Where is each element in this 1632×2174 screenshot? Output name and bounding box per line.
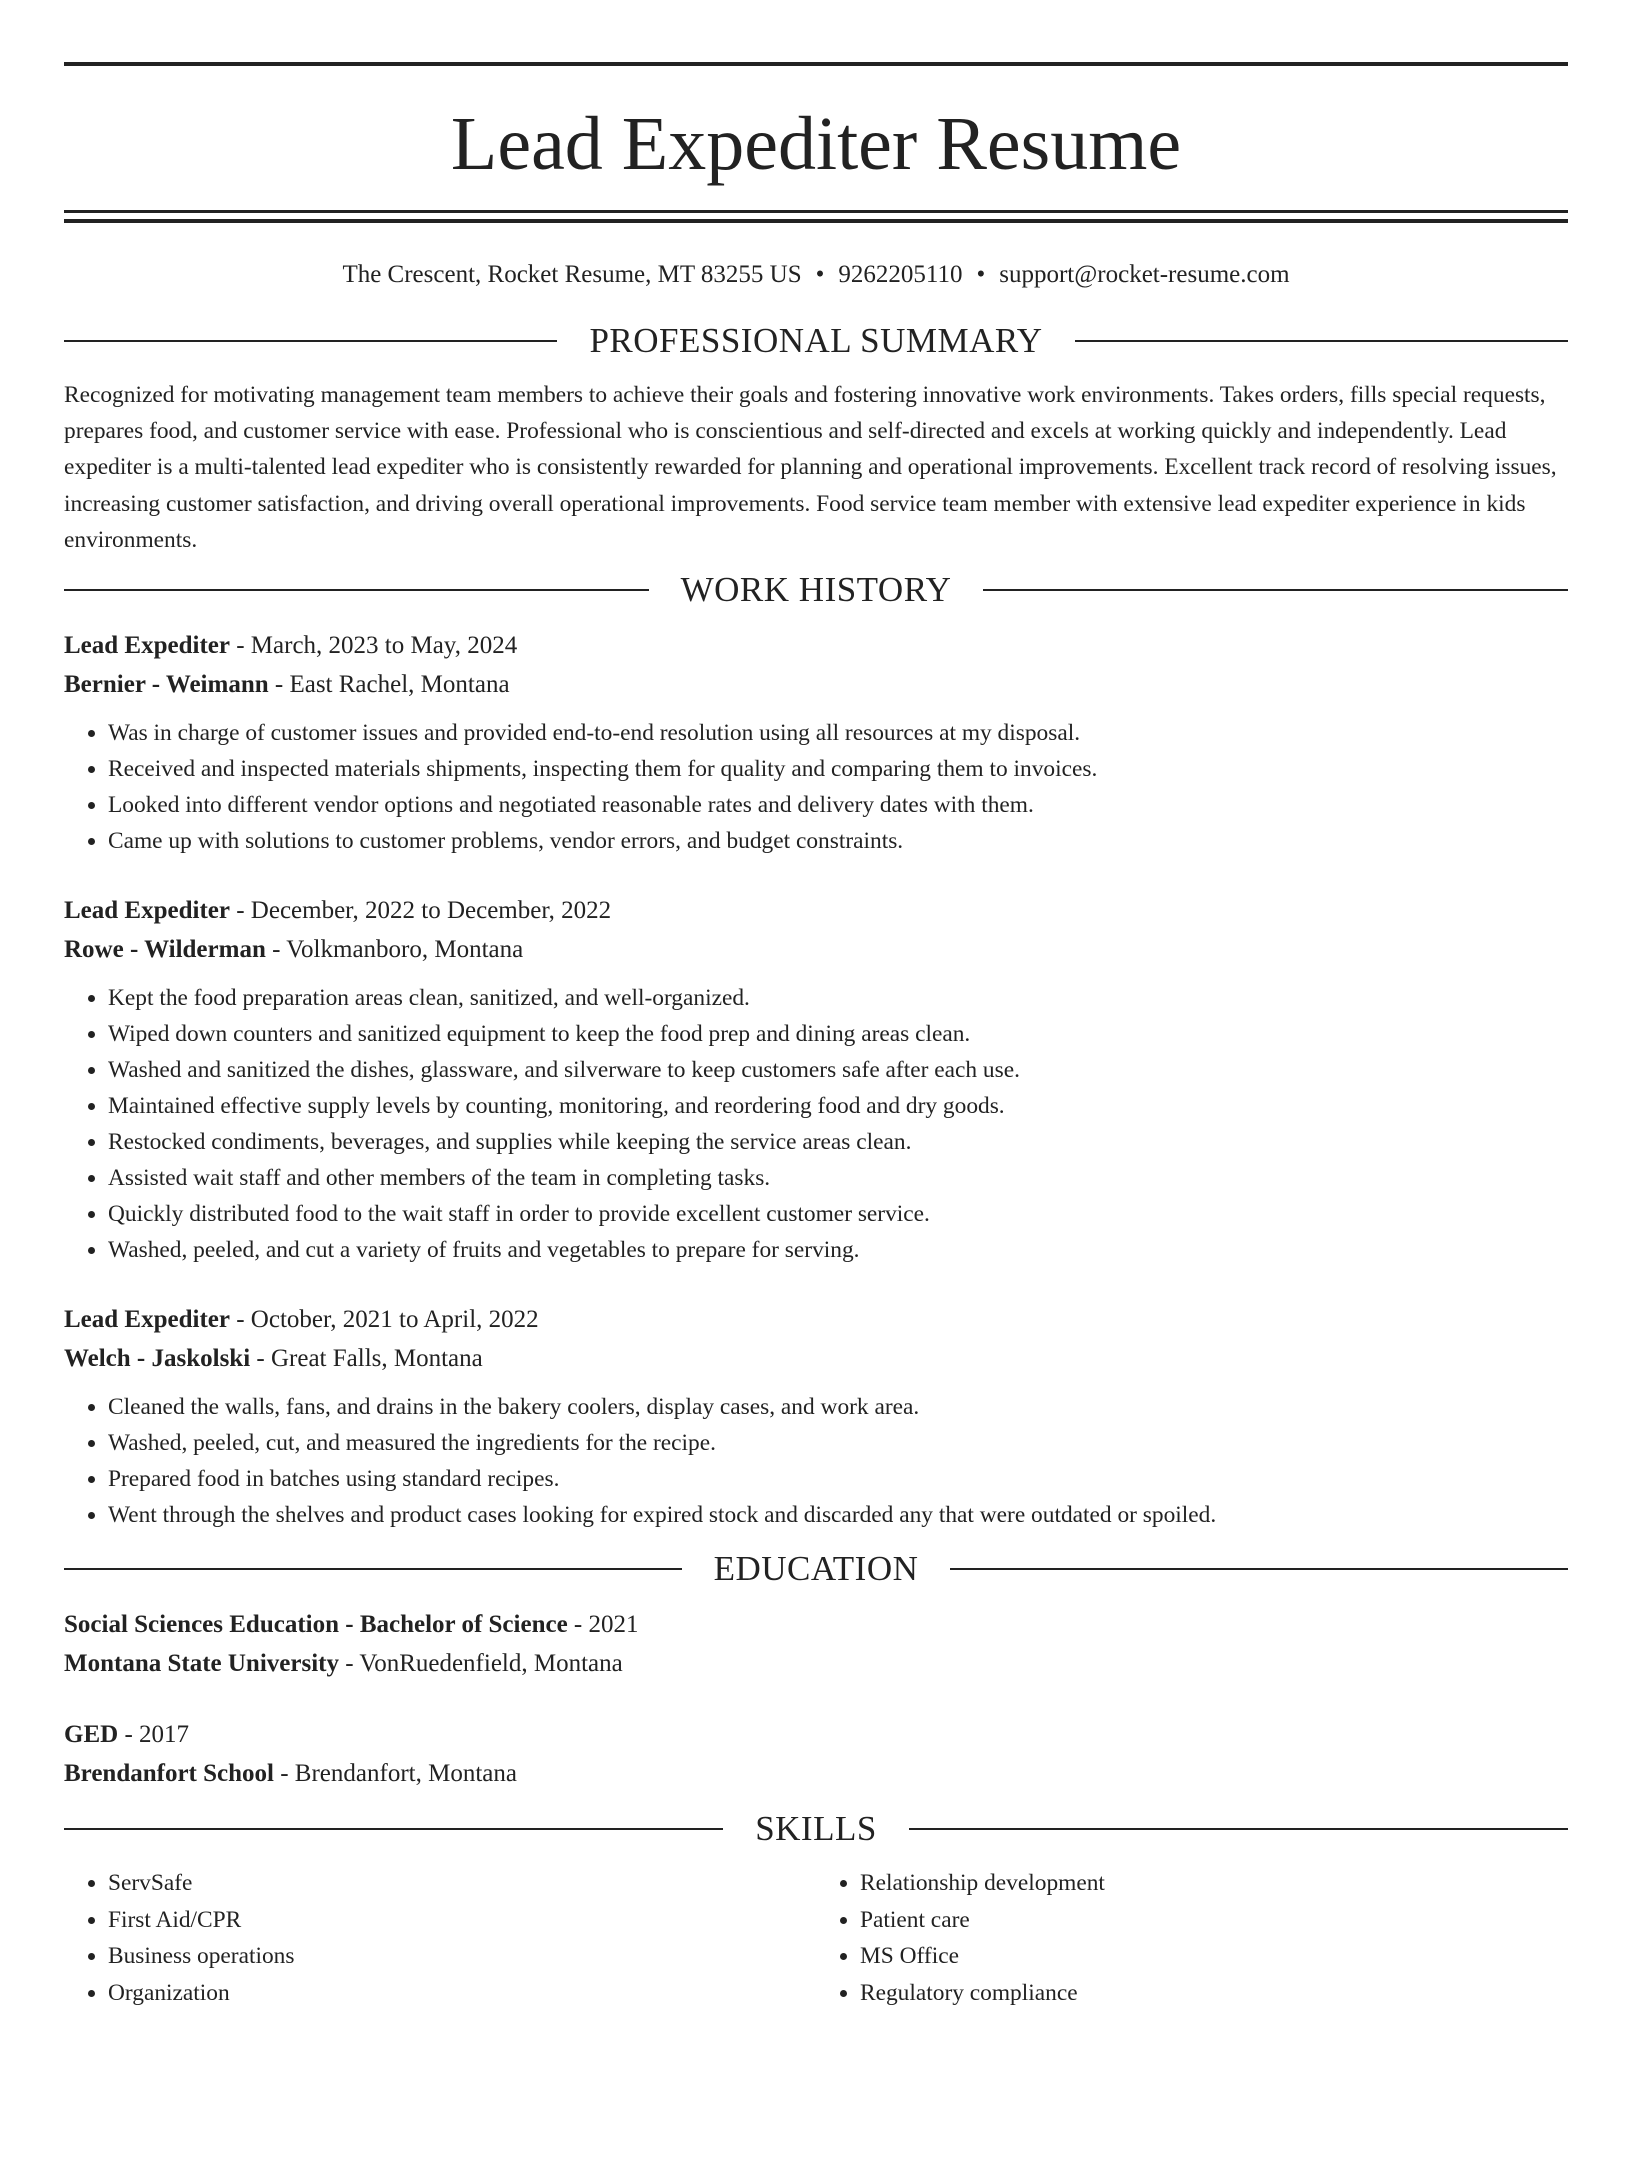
skill-item: • Organization <box>108 1975 816 2012</box>
job-dates: - October, 2021 to April, 2022 <box>229 1306 539 1334</box>
skill-item: • Business operations <box>108 1938 816 1975</box>
list-item: • Prepared food in batches using standard recipes. <box>108 1461 1568 1497</box>
list-item: • Washed, peeled, cut, and measured the ingredients for the recipe. <box>108 1425 1568 1461</box>
school-line <box>64 1754 1568 1793</box>
graduation-year: - 2021 <box>567 1611 639 1639</box>
job-title-line <box>64 626 1568 665</box>
school: Brendanfort School <box>64 1760 274 1788</box>
list-item: • Quickly distributed food to the wait staff in order to provide excellent customer service. <box>108 1196 1568 1232</box>
separator: • <box>815 261 825 288</box>
section-title: SKILLS <box>755 1809 877 1849</box>
job-entry <box>64 626 1568 859</box>
job-location: - Volkmanboro, Montana <box>265 936 524 964</box>
list-item: • Kept the food preparation areas clean, sanitized, and well-organized. <box>108 980 1568 1016</box>
job-bullets <box>64 1389 1568 1533</box>
contact-line <box>64 259 1568 291</box>
divider <box>983 589 1568 591</box>
list-item: • Received and inspected materials shipments, inspecting them for quality and comparing them to invoices. <box>108 751 1568 787</box>
degree-line <box>64 1605 1568 1644</box>
separator: • <box>976 261 986 288</box>
education-entry <box>64 1715 1568 1793</box>
section-heading-education <box>64 1547 1568 1591</box>
degree-line <box>64 1715 1568 1754</box>
list-item: • Restocked condiments, beverages, and supplies while keeping the service areas clean. <box>108 1124 1568 1160</box>
skill-item: • ServSafe <box>108 1865 816 1902</box>
job-location: - East Rachel, Montana <box>268 671 510 699</box>
top-rule <box>64 62 1568 66</box>
job-location: - Great Falls, Montana <box>250 1345 483 1373</box>
list-item: • Went through the shelves and product cases looking for expired stock and discarded any that were outdated or spoiled. <box>108 1497 1568 1533</box>
degree: GED <box>64 1721 119 1749</box>
section-title: PROFESSIONAL SUMMARY <box>589 321 1043 360</box>
job-dates: - December, 2022 to December, 2022 <box>229 897 612 925</box>
resume-page <box>0 62 1632 2174</box>
skill-item: • Relationship development <box>860 1865 1568 1902</box>
list-item: • Cleaned the walls, fans, and drains in the bakery coolers, display cases, and work area. <box>108 1389 1568 1425</box>
divider <box>64 340 557 342</box>
phone: 9262205110 <box>838 261 963 288</box>
section-title: EDUCATION <box>713 1549 919 1589</box>
graduation-year: - 2017 <box>118 1721 190 1749</box>
job-title: Lead Expediter <box>64 632 230 660</box>
divider <box>64 589 649 591</box>
email: support@rocket-resume.com <box>999 261 1290 288</box>
skills-list <box>64 1865 1568 2011</box>
school-location: - Brendanfort, Montana <box>273 1760 517 1788</box>
skill-item: • Patient care <box>860 1902 1568 1939</box>
job-title: Lead Expediter <box>64 1306 230 1334</box>
school-line <box>64 1644 1568 1683</box>
employer-line <box>64 665 1568 704</box>
employer-line <box>64 1339 1568 1378</box>
list-item: • Came up with solutions to customer problems, vendor errors, and budget constraints. <box>108 823 1568 859</box>
divider <box>1075 340 1568 342</box>
divider <box>909 1828 1568 1830</box>
employer: Rowe - Wilderman <box>64 936 266 964</box>
employer-line <box>64 930 1568 969</box>
skill-item: • MS Office <box>860 1938 1568 1975</box>
job-entry <box>64 1300 1568 1533</box>
list-item: • Looked into different vendor options and negotiated reasonable rates and delivery dates with them. <box>108 787 1568 823</box>
summary-text: Recognized for motivating management team members to achieve their goals and fostering innovative work environments. Takes orders, fills special requests, prepares food, and customer service with ease. Professional who is conscientious and self-directed and excels at working quickly and independently. Lead expediter is a multi-talented lead expediter who is consistently rewarded for planning and operational improvements. Excellent track record of resolving issues, increasing customer satisfaction, and driving overall operational improvements. Food service team member with extensive lead expediter experience in kids environments. <box>64 382 1557 553</box>
skills-column-right <box>816 1865 1568 2011</box>
section-heading-summary <box>64 319 1568 363</box>
list-item: • Washed and sanitized the dishes, glassware, and silverware to keep customers safe after each use. <box>108 1052 1568 1088</box>
divider <box>64 1568 682 1570</box>
section-heading-work <box>64 568 1568 612</box>
degree: Social Sciences Education - Bachelor of Science <box>64 1611 568 1639</box>
job-entry <box>64 891 1568 1268</box>
section-title: WORK HISTORY <box>680 570 952 610</box>
employer: Welch - Jaskolski <box>64 1345 251 1373</box>
list-item: • Maintained effective supply levels by counting, monitoring, and reordering food and dry goods. <box>108 1088 1568 1124</box>
job-dates: - March, 2023 to May, 2024 <box>229 632 518 660</box>
job-bullets <box>64 715 1568 859</box>
list-item: • Assisted wait staff and other members of the team in completing tasks. <box>108 1160 1568 1196</box>
job-bullets <box>64 980 1568 1268</box>
school-location: - VonRuedenfield, Montana <box>338 1650 623 1678</box>
job-title: Lead Expediter <box>64 897 230 925</box>
skill-item: • First Aid/CPR <box>108 1902 816 1939</box>
divider <box>64 1828 723 1830</box>
employer: Bernier - Weimann <box>64 671 269 699</box>
section-heading-skills <box>64 1807 1568 1851</box>
skills-column-left <box>64 1865 816 2011</box>
list-item: • Was in charge of customer issues and provided end-to-end resolution using all resources at my disposal. <box>108 715 1568 751</box>
skill-item: • Regulatory compliance <box>860 1975 1568 2012</box>
job-title-line <box>64 891 1568 930</box>
double-rule <box>64 210 1568 223</box>
list-item: • Wiped down counters and sanitized equipment to keep the food prep and dining areas clean. <box>108 1016 1568 1052</box>
list-item: • Washed, peeled, and cut a variety of fruits and vegetables to prepare for serving. <box>108 1232 1568 1268</box>
resume-title: Lead Expediter Resume <box>450 102 1182 186</box>
school: Montana State University <box>64 1650 339 1678</box>
job-title-line <box>64 1300 1568 1339</box>
address: The Crescent, Rocket Resume, MT 83255 US <box>342 261 802 288</box>
education-entry <box>64 1605 1568 1683</box>
divider <box>950 1568 1568 1570</box>
